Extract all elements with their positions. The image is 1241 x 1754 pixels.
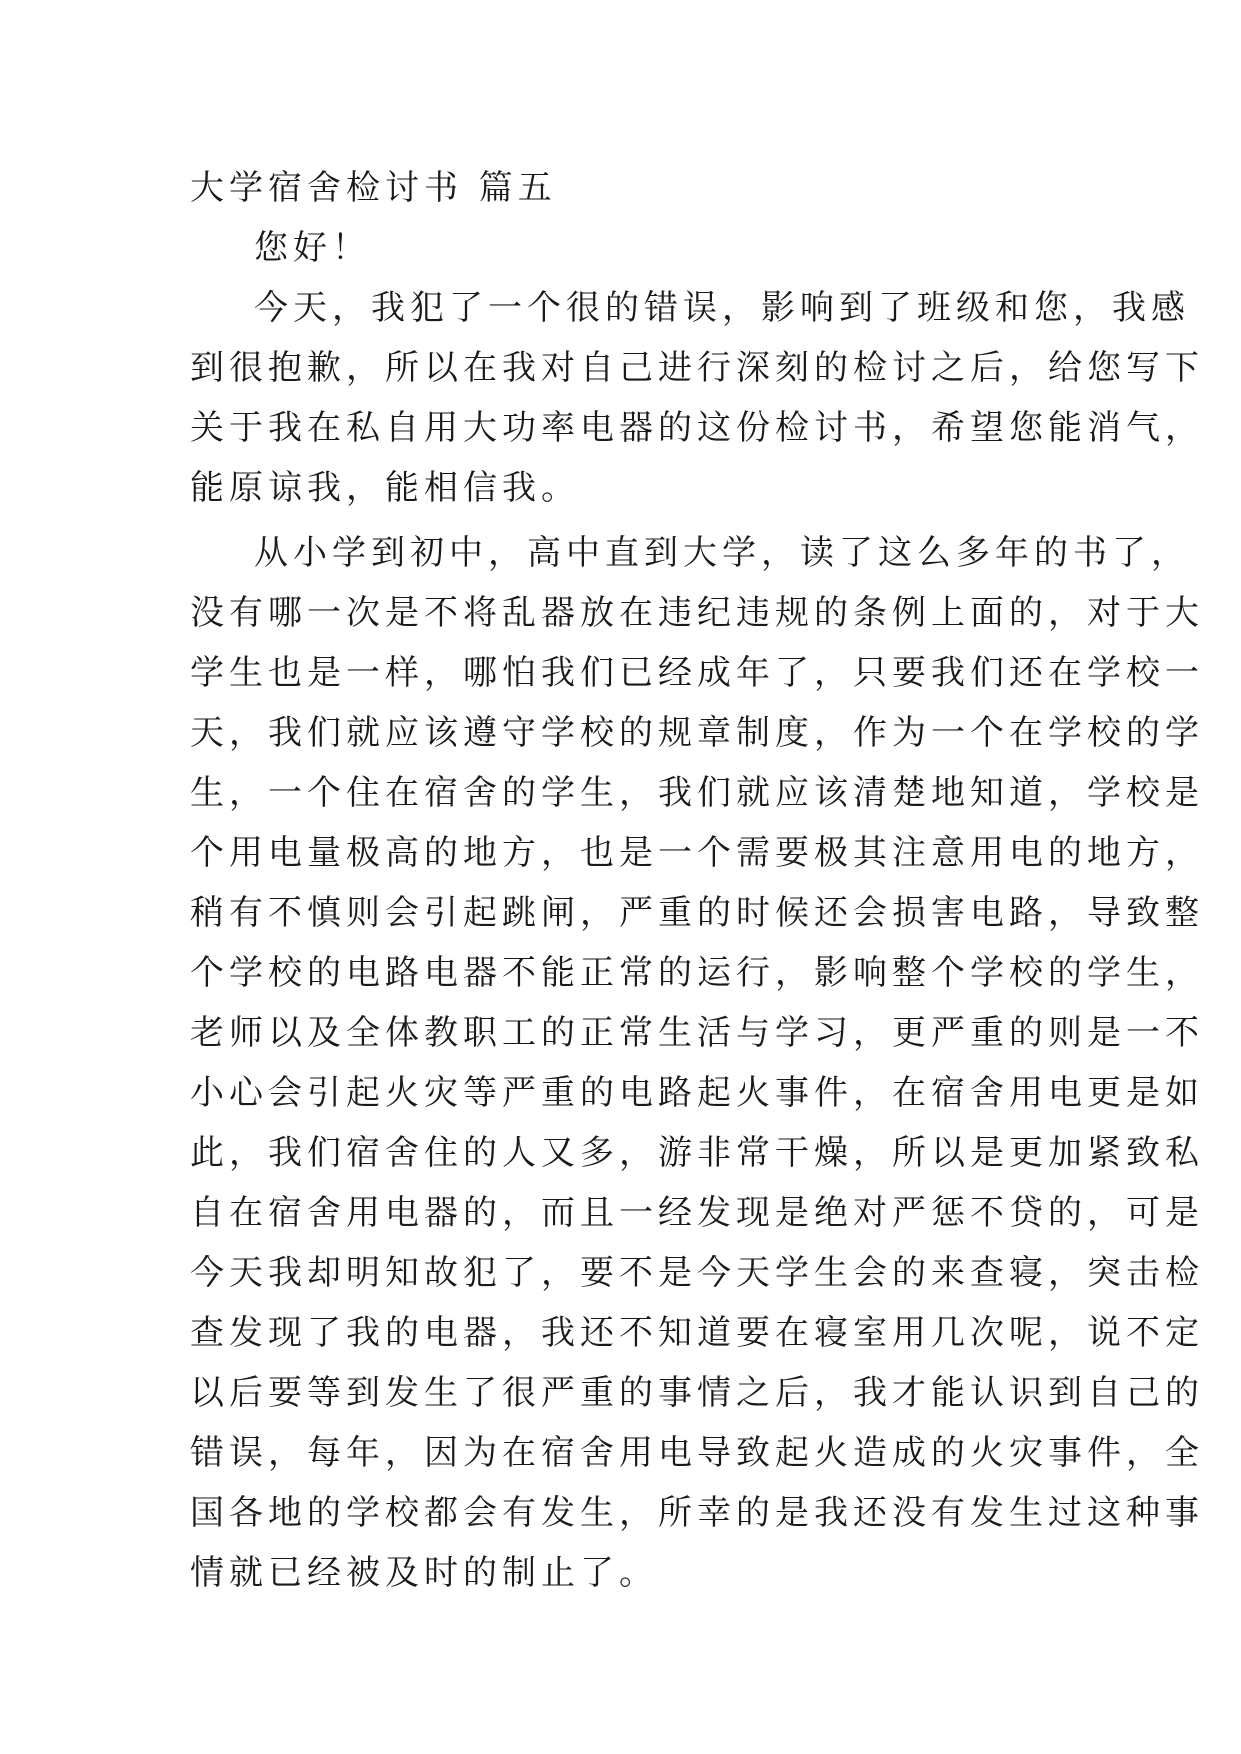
paragraph-line: 到很抱歉，所以在我对自己进行深刻的检讨之后，给您写下 [190,348,1204,388]
paragraph-line: 天，我们就应该遵守学校的规章制度，作为一个在学校的学 [190,713,1204,753]
paragraph-line: 稍有不慎则会引起跳闸，严重的时候还会损害电路，导致整 [190,893,1204,933]
paragraph-line: 老师以及全体教职工的正常生活与学习，更严重的则是一不 [190,1013,1204,1053]
paragraph-1 [190,278,1204,518]
paragraph-2 [190,523,1204,1603]
paragraph-line: 关于我在私自用大功率电器的这份检讨书，希望您能消气， [190,408,1204,448]
paragraph-line: 学生也是一样，哪怕我们已经成年了，只要我们还在学校一 [190,653,1204,693]
paragraph-line: 自在宿舍用电器的，而且一经发现是绝对严惩不贷的，可是 [190,1193,1204,1233]
paragraph-line: 以后要等到发生了很严重的事情之后，我才能认识到自己的 [190,1373,1204,1413]
paragraph-line: 小心会引起火灾等严重的电路起火事件，在宿舍用电更是如 [190,1073,1204,1113]
paragraph-line: 没有哪一次是不将乱器放在违纪违规的条例上面的，对于大 [190,593,1204,633]
paragraph-line: 能原谅我，能相信我。 [190,468,580,508]
paragraph-line: 从小学到初中，高中直到大学，读了这么多年的书了， [254,533,1190,573]
paragraph-line: 今天，我犯了一个很的错误，影响到了班级和您，我感 [254,288,1190,328]
document-body [190,158,1204,1608]
paragraph-line: 生，一个住在宿舍的学生，我们就应该清楚地知道，学校是 [190,773,1204,813]
paragraph-line: 今天我却明知故犯了，要不是今天学生会的来查寝，突击检 [190,1253,1204,1293]
paragraph-line: 错误，每年，因为在宿舍用电导致起火造成的火灾事件，全 [190,1433,1204,1473]
paragraph-line: 情就已经被及时的制止了。 [190,1553,658,1593]
paragraph-line: 此，我们宿舍住的人又多，游非常干燥，所以是更加紧致私 [190,1133,1204,1173]
paragraph-line: 个用电量极高的地方，也是一个需要极其注意用电的地方， [190,833,1204,873]
paragraph-line: 国各地的学校都会有发生，所幸的是我还没有发生过这种事 [190,1493,1204,1533]
document-title: 大学宿舍检讨书 篇五 [190,168,557,208]
paragraph-line: 个学校的电路电器不能正常的运行，影响整个学校的学生， [190,953,1204,993]
greeting: 您好！ [254,228,371,268]
paragraph-line: 查发现了我的电器，我还不知道要在寝室用几次呢，说不定 [190,1313,1204,1353]
